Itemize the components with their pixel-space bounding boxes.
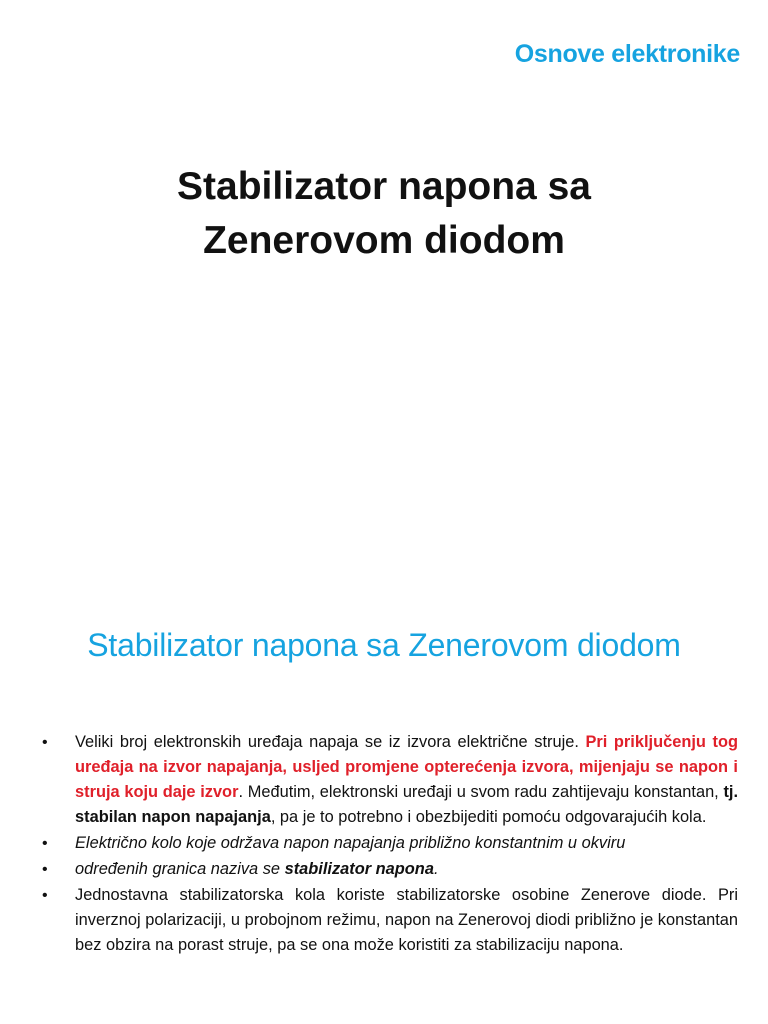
title-line-1: Stabilizator napona sa <box>177 165 591 208</box>
content-slide-heading: Stabilizator napona sa Zenerovom diodom <box>87 627 681 663</box>
bullet-item-4 <box>38 883 738 958</box>
bullet-3-text: određenih granica naziva se <box>75 860 285 878</box>
bullet-item-3 <box>38 857 738 882</box>
bullet-4-text: Jednostavna stabilizatorska kola koriste stabilizatorske osobine Zenerove diode. Pri inverznoj polarizaciji, u probojnom režimu, napon na Zenerovoj diodi približno je konstantan bez obzira na porast struje, pa se ona može koristiti za stabilizaciju napona. <box>75 886 738 954</box>
bullet-marker: • <box>42 835 48 852</box>
title-line-2: Zenerovom diodom <box>203 219 565 262</box>
bullet-1-highlight: Pri priključenju tog uređaja na izvor napajanja, usljed promjene opterećenja izvora, mijenjaju se napon i struja koju daje izvor <box>75 733 738 801</box>
bullet-1-text-end: , pa je to potrebno i obezbijediti pomoću odgovarajućih kola. <box>270 808 707 826</box>
bullet-1-text-cont: . Međutim, elektronski uređaji u svom radu zahtijevaju konstantan, <box>238 783 724 801</box>
bullet-list <box>38 730 738 959</box>
bullet-item-1 <box>38 730 738 830</box>
bullet-1-text: Veliki broj elektronskih uređaja napaja se iz izvora električne struje. <box>75 733 586 751</box>
bullet-item-2 <box>38 831 738 856</box>
bullet-marker: • <box>42 887 48 904</box>
course-name: Osnove elektronike <box>514 40 740 68</box>
bullet-2-text: Električno kolo koje održava napon napajanja približno konstantnim u okviru <box>75 834 626 852</box>
bullet-3-end: . <box>433 860 439 878</box>
bullet-marker: • <box>42 734 48 751</box>
title-slide-heading <box>0 160 768 268</box>
bullet-3-bold: stabilizator napona <box>284 860 434 878</box>
bullet-1-bold: tj. stabilan napon napajanja <box>75 783 739 826</box>
bullet-marker: • <box>42 861 48 878</box>
